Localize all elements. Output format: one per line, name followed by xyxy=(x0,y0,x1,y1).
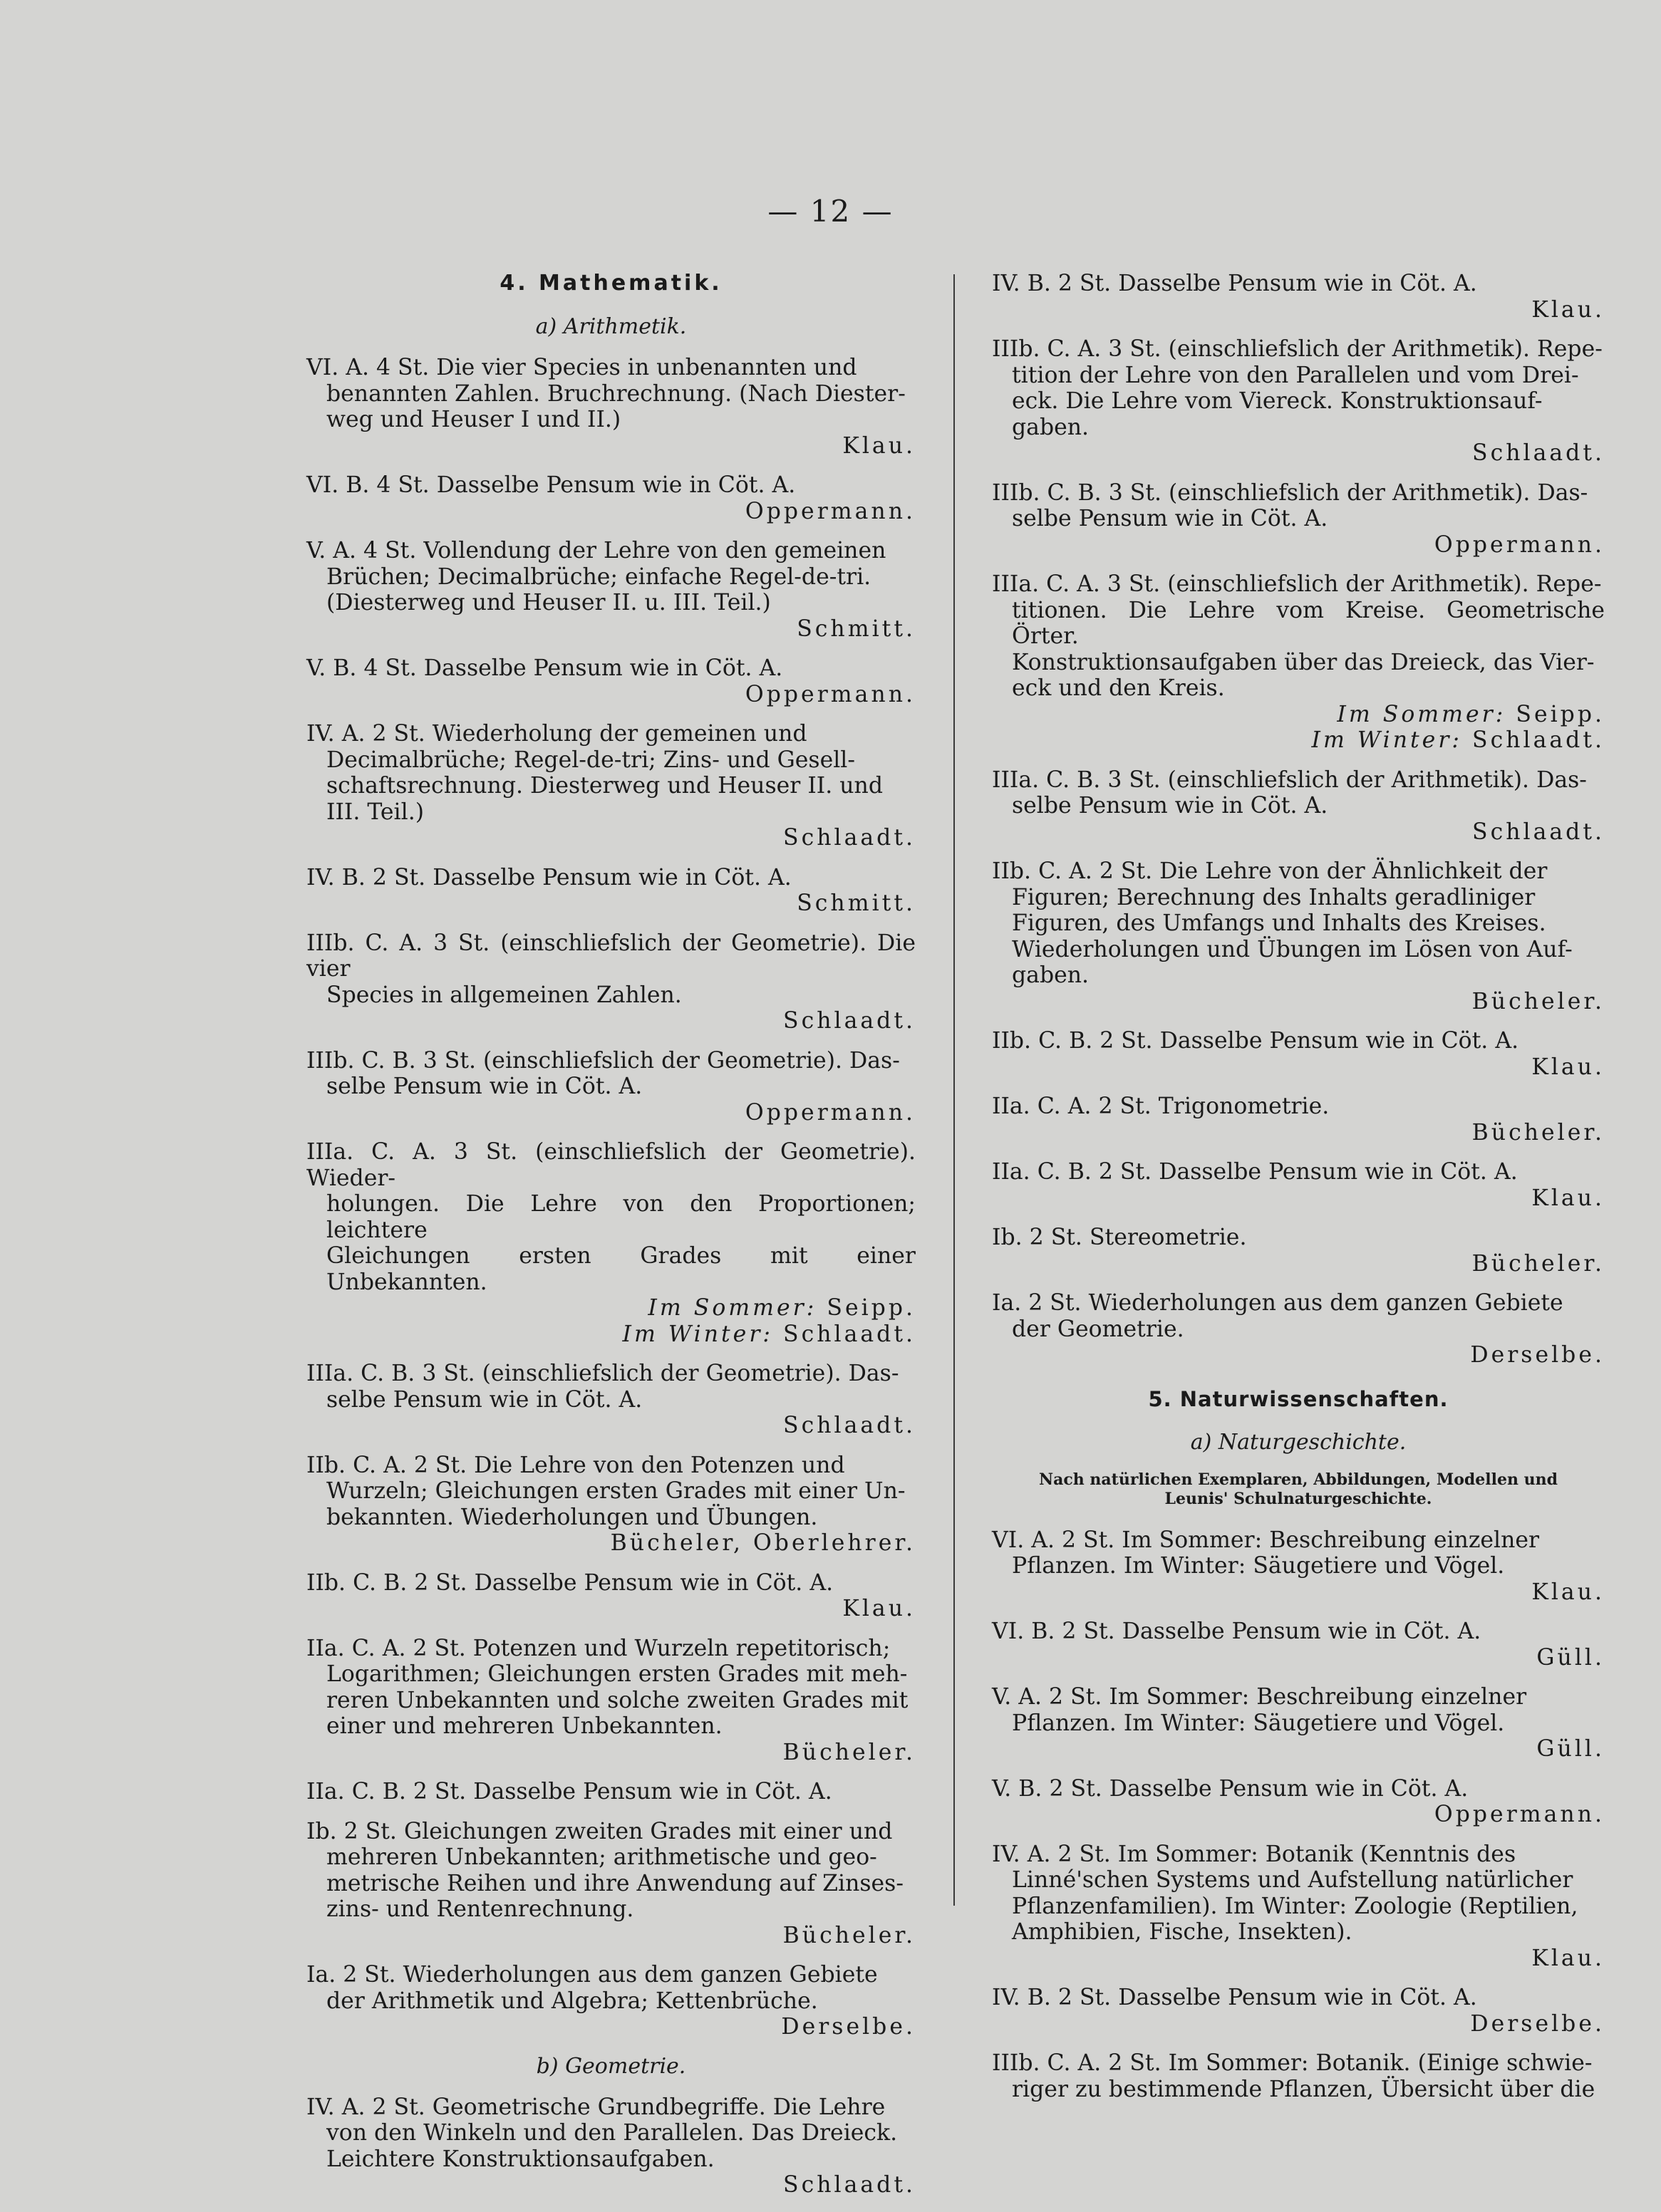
entry-line: Linné'schen Systems und Aufstellung natürlicher xyxy=(1012,1867,1573,1893)
entry-line: IIa. C. B. 2 St. Dasselbe Pensum wie in Cöt. A. xyxy=(306,1779,832,1805)
curriculum-entry xyxy=(306,721,916,851)
geometrie-entries xyxy=(306,2094,916,2198)
entry-line: IV. B. 2 St. Dasselbe Pensum wie in Cöt. A. xyxy=(992,271,1477,296)
entry-line: Ia. 2 St. Wiederholungen aus dem ganzen Gebiete xyxy=(306,1962,878,1988)
teacher-name: Schlaadt. xyxy=(1472,440,1605,466)
curriculum-entry xyxy=(306,355,916,459)
entry-line: VI. A. 4 St. Die vier Species in unbenannten und xyxy=(306,355,857,380)
entry-line: benannten Zahlen. Bruchrechnung. (Nach Diester- xyxy=(326,380,906,407)
entry-line: von den Winkeln und den Parallelen. Das Dreieck. xyxy=(326,2120,898,2146)
entry-line: der Arithmetik und Algebra; Kettenbrüche. xyxy=(326,1988,818,2014)
curriculum-entry xyxy=(306,930,916,1034)
entry-line: der Geometrie. xyxy=(1012,1316,1184,1342)
summer-teacher-line xyxy=(992,702,1605,728)
section-title-naturwissenschaften: 5. Naturwissenschaften. xyxy=(1148,1386,1449,1411)
curriculum-entry xyxy=(306,472,916,524)
curriculum-entry xyxy=(306,1962,916,2040)
entry-line: IIb. C. B. 2 St. Dasselbe Pensum wie in Cöt. A. xyxy=(992,1028,1519,1054)
curriculum-entry xyxy=(992,1028,1605,1080)
teacher-name: Klau. xyxy=(1531,1054,1605,1080)
page-number: — 12 — xyxy=(767,194,894,229)
curriculum-entry xyxy=(992,1619,1605,1671)
entry-line: Gleichungen ersten Grades mit einer Unbekannten. xyxy=(326,1243,916,1295)
entry-line: Ia. 2 St. Wiederholungen aus dem ganzen Gebiete xyxy=(992,1290,1563,1316)
entry-line: Figuren; Berechnung des Inhalts geradliniger xyxy=(1012,884,1536,910)
subheading-naturgeschichte: a) Naturgeschichte. xyxy=(1190,1429,1407,1455)
entry-line: III. Teil.) xyxy=(326,799,425,825)
teacher-name: Schmitt. xyxy=(797,890,916,916)
curriculum-entry xyxy=(992,1985,1605,2037)
entry-line: Pflanzenfamilien). Im Winter: Zoologie (Reptilien, xyxy=(1012,1893,1578,1919)
entry-line: IV. B. 2 St. Dasselbe Pensum wie in Cöt. A. xyxy=(992,1985,1477,2010)
entry-line: gaben. xyxy=(1012,414,1090,440)
left-column xyxy=(306,271,916,2212)
curriculum-entry xyxy=(992,2050,1605,2102)
summer-label: Im Sommer: xyxy=(648,1295,827,1321)
entry-line: IIb. C. B. 2 St. Dasselbe Pensum wie in Cöt. A. xyxy=(306,1569,834,1596)
teacher-name: Bücheler. xyxy=(1471,1119,1605,1146)
curriculum-entry xyxy=(992,1842,1605,1972)
teacher-name: Klau. xyxy=(842,432,916,459)
entry-line: IIIa. C. A. 3 St. (einschliefslich der Geometrie). Wieder- xyxy=(306,1139,916,1191)
entry-line: IIIb. C. A. 3 St. (einschliefslich der Arithmetik). Repe- xyxy=(992,336,1603,362)
teacher-name: Güll. xyxy=(1536,1736,1605,1762)
curriculum-entry xyxy=(306,1048,916,1126)
winter-teacher-line xyxy=(992,727,1605,754)
teacher-name: Klau. xyxy=(1531,1579,1605,1605)
entry-line: V. A. 2 St. Im Sommer: Beschreibung einzelner xyxy=(992,1684,1527,1710)
curriculum-entry xyxy=(992,1094,1605,1146)
curriculum-entry xyxy=(992,1290,1605,1369)
entry-line: eck. Die Lehre vom Viereck. Konstruktionsauf- xyxy=(1012,388,1543,414)
entry-line: riger zu bestimmende Pflanzen, Übersicht über die xyxy=(1012,2076,1595,2102)
summer-teacher-line xyxy=(306,1295,916,1322)
curriculum-entry xyxy=(992,571,1605,754)
teacher-name: Klau. xyxy=(1531,296,1605,323)
entry-line: Wurzeln; Gleichungen ersten Grades mit einer Un- xyxy=(326,1478,906,1504)
teacher-name: Schlaadt. xyxy=(783,825,916,851)
entry-line: reren Unbekannten und solche zweiten Grades mit xyxy=(326,1687,909,1713)
entry-line: IIa. C. B. 2 St. Dasselbe Pensum wie in Cöt. A. xyxy=(992,1159,1518,1185)
entry-line: IIb. C. A. 2 St. Die Lehre von den Potenzen und xyxy=(306,1452,845,1478)
curriculum-entry xyxy=(306,1361,916,1439)
curriculum-entry xyxy=(992,480,1605,559)
curriculum-entry xyxy=(306,655,916,707)
entry-line: IIIa. C. B. 3 St. (einschliefslich der Geometrie). Das- xyxy=(306,1361,899,1386)
teacher-name: Schlaadt. xyxy=(783,2172,916,2198)
entry-line: Pflanzen. Im Winter: Säugetiere und Vögel. xyxy=(1012,1710,1505,1736)
teacher-name: Bücheler. xyxy=(782,1922,916,1948)
teacher-name: Güll. xyxy=(1536,1644,1605,1671)
entry-line: IV. A. 2 St. Im Sommer: Botanik (Kenntnis des xyxy=(992,1841,1516,1867)
arithmetik-entries xyxy=(306,355,916,2040)
entry-line: tition der Lehre von den Parallelen und vom Drei- xyxy=(1012,362,1579,388)
curriculum-entry xyxy=(992,336,1605,467)
entry-line: Pflanzen. Im Winter: Säugetiere und Vögel. xyxy=(1012,1553,1505,1579)
teacher-name: Bücheler. xyxy=(1471,1250,1605,1277)
curriculum-entry xyxy=(992,1776,1605,1828)
entry-line: metrische Reihen und ihre Anwendung auf Zinses- xyxy=(326,1870,904,1896)
entry-line: VI. B. 4 St. Dasselbe Pensum wie in Cöt. A. xyxy=(306,472,796,498)
teacher-name: Bücheler. xyxy=(782,1739,916,1765)
teacher-name: Derselbe. xyxy=(1470,1342,1605,1368)
entry-line: Logarithmen; Gleichungen ersten Grades mit meh- xyxy=(326,1661,908,1687)
column-divider xyxy=(953,274,955,1906)
teacher-name: Schlaadt. xyxy=(1472,819,1605,845)
entry-line: V. A. 4 St. Vollendung der Lehre von den gemeinen xyxy=(306,538,886,564)
entry-line: Species in allgemeinen Zahlen. xyxy=(326,982,682,1008)
entry-line: selbe Pensum wie in Cöt. A. xyxy=(326,1386,643,1413)
entry-line: VI. A. 2 St. Im Sommer: Beschreibung einzelner xyxy=(992,1527,1540,1553)
entry-line: selbe Pensum wie in Cöt. A. xyxy=(1012,506,1328,531)
teacher-name: Bücheler. xyxy=(1471,988,1605,1014)
entry-line: Decimalbrüche; Regel-de-tri; Zins- und Gesell- xyxy=(326,747,856,773)
entry-line: bekannten. Wiederholungen und Übungen. xyxy=(326,1504,818,1530)
entry-line: IV. A. 2 St. Wiederholung der gemeinen und xyxy=(306,721,807,747)
geometrie-continued-entries xyxy=(992,271,1605,1369)
entry-line: IIIb. C. B. 3 St. (einschliefslich der Arithmetik). Das- xyxy=(992,479,1588,506)
curriculum-entry xyxy=(306,1570,916,1622)
curriculum-entry xyxy=(306,865,916,917)
summer-teacher: Seipp. xyxy=(1516,701,1605,727)
entry-line: einer und mehreren Unbekannten. xyxy=(326,1713,723,1739)
curriculum-entry xyxy=(306,1636,916,1766)
winter-teacher: Schlaadt. xyxy=(1472,727,1605,753)
entry-line: V. B. 2 St. Dasselbe Pensum wie in Cöt. A. xyxy=(992,1775,1469,1802)
subheading-arithmetik: a) Arithmetik. xyxy=(535,314,687,339)
subheading-geometrie: b) Geometrie. xyxy=(536,2053,686,2079)
entry-line: holungen. Die Lehre von den Proportionen; leichtere xyxy=(326,1191,916,1243)
entry-line: IV. A. 2 St. Geometrische Grundbegriffe. Die Lehre xyxy=(306,2094,886,2120)
entry-line: Leichtere Konstruktionsaufgaben. xyxy=(326,2146,715,2172)
teacher-name: Derselbe. xyxy=(781,2014,916,2040)
right-column xyxy=(992,271,1605,2116)
teacher-name: Klau. xyxy=(1531,1945,1605,1971)
teacher-name: Schlaadt. xyxy=(783,1413,916,1438)
entry-line: IIIb. C. B. 3 St. (einschliefslich der Geometrie). Das- xyxy=(306,1047,900,1074)
teacher-name: Oppermann. xyxy=(1434,1802,1605,1827)
entry-line: IIIb. C. A. 3 St. (einschliefslich der Geometrie). Die vier xyxy=(306,930,916,982)
curriculum-entry xyxy=(306,1819,916,1949)
entry-line: Amphibien, Fische, Insekten). xyxy=(1012,1919,1352,1945)
entry-line: IV. B. 2 St. Dasselbe Pensum wie in Cöt. A. xyxy=(306,864,792,890)
summer-label: Im Sommer: xyxy=(1337,701,1516,727)
entry-line: Figuren, des Umfangs und Inhalts des Kreises. xyxy=(1012,910,1546,936)
naturgeschichte-note: Nach natürlichen Exemplaren, Abbildungen, Modellen und Leunis' Schulnaturgeschichte. xyxy=(1039,1470,1558,1508)
winter-teacher-line xyxy=(306,1322,916,1348)
teacher-name: Klau. xyxy=(1531,1185,1605,1211)
entry-line: IIa. C. A. 2 St. Potenzen und Wurzeln repetitorisch; xyxy=(306,1635,891,1661)
teacher-name: Derselbe. xyxy=(1470,2010,1605,2037)
entry-line: weg und Heuser I und II.) xyxy=(326,407,621,432)
teacher-name: Oppermann. xyxy=(745,1099,916,1126)
entry-line: (Diesterweg und Heuser II. u. III. Teil.) xyxy=(326,590,771,616)
teacher-name: Bücheler, Oberlehrer. xyxy=(610,1530,916,1556)
teacher-name: Schlaadt. xyxy=(783,1008,916,1034)
naturgeschichte-entries xyxy=(992,1527,1605,2103)
teacher-name: Oppermann. xyxy=(1434,531,1605,558)
entry-line: schaftsrechnung. Diesterweg und Heuser II. und xyxy=(326,773,883,799)
curriculum-entry xyxy=(992,1527,1605,1606)
entry-line: selbe Pensum wie in Cöt. A. xyxy=(1012,793,1328,819)
curriculum-entry xyxy=(992,271,1605,323)
entry-line: V. B. 4 St. Dasselbe Pensum wie in Cöt. A. xyxy=(306,655,783,681)
entry-line: zins- und Rentenrechnung. xyxy=(326,1896,634,1922)
entry-line: titionen. Die Lehre vom Kreise. Geometrische Örter. xyxy=(1012,597,1605,649)
curriculum-entry xyxy=(306,1453,916,1557)
entry-line: VI. B. 2 St. Dasselbe Pensum wie in Cöt. A. xyxy=(992,1619,1481,1644)
teacher-name: Oppermann. xyxy=(745,681,916,707)
entry-line: gaben. xyxy=(1012,962,1090,988)
teacher-name: Klau. xyxy=(842,1596,916,1621)
teacher-name: Schmitt. xyxy=(797,616,916,642)
curriculum-entry xyxy=(992,1684,1605,1762)
entry-line: Wiederholungen und Übungen im Lösen von Auf- xyxy=(1012,936,1573,962)
summer-teacher: Seipp. xyxy=(827,1295,916,1321)
entry-line: Konstruktionsaufgaben über das Dreieck, das Vier- xyxy=(1012,649,1595,675)
entry-line: Ib. 2 St. Gleichungen zweiten Grades mit einer und xyxy=(306,1818,893,1844)
winter-label: Im Winter: xyxy=(1311,727,1473,753)
entry-line: Ib. 2 St. Stereometrie. xyxy=(992,1225,1247,1250)
curriculum-entry xyxy=(992,1159,1605,1211)
teacher-name: Oppermann. xyxy=(745,498,916,524)
curriculum-entry xyxy=(306,1139,916,1347)
entry-line: IIIa. C. A. 3 St. (einschliefslich der Arithmetik). Repe- xyxy=(992,571,1602,597)
curriculum-entry xyxy=(992,1225,1605,1277)
curriculum-entry xyxy=(306,1779,916,1805)
entry-line: selbe Pensum wie in Cöt. A. xyxy=(326,1074,643,1099)
entry-line: eck und den Kreis. xyxy=(1012,675,1225,701)
entry-line: IIa. C. A. 2 St. Trigonometrie. xyxy=(992,1094,1330,1119)
curriculum-entry xyxy=(306,538,916,642)
curriculum-entry xyxy=(992,858,1605,1014)
winter-teacher: Schlaadt. xyxy=(783,1321,916,1347)
entry-line: mehreren Unbekannten; arithmetische und geo- xyxy=(326,1844,877,1870)
winter-label: Im Winter: xyxy=(622,1321,784,1347)
curriculum-entry xyxy=(306,2094,916,2198)
section-title-mathematik: 4. Mathematik. xyxy=(500,271,723,296)
entry-line: IIb. C. A. 2 St. Die Lehre von der Ähnlichkeit der xyxy=(992,858,1548,884)
entry-line: Brüchen; Decimalbrüche; einfache Regel-de-tri. xyxy=(326,564,871,590)
entry-line: IIIb. C. A. 2 St. Im Sommer: Botanik. (Einige schwie- xyxy=(992,2050,1593,2076)
curriculum-entry xyxy=(992,767,1605,846)
entry-line: IIIa. C. B. 3 St. (einschliefslich der Arithmetik). Das- xyxy=(992,767,1587,793)
